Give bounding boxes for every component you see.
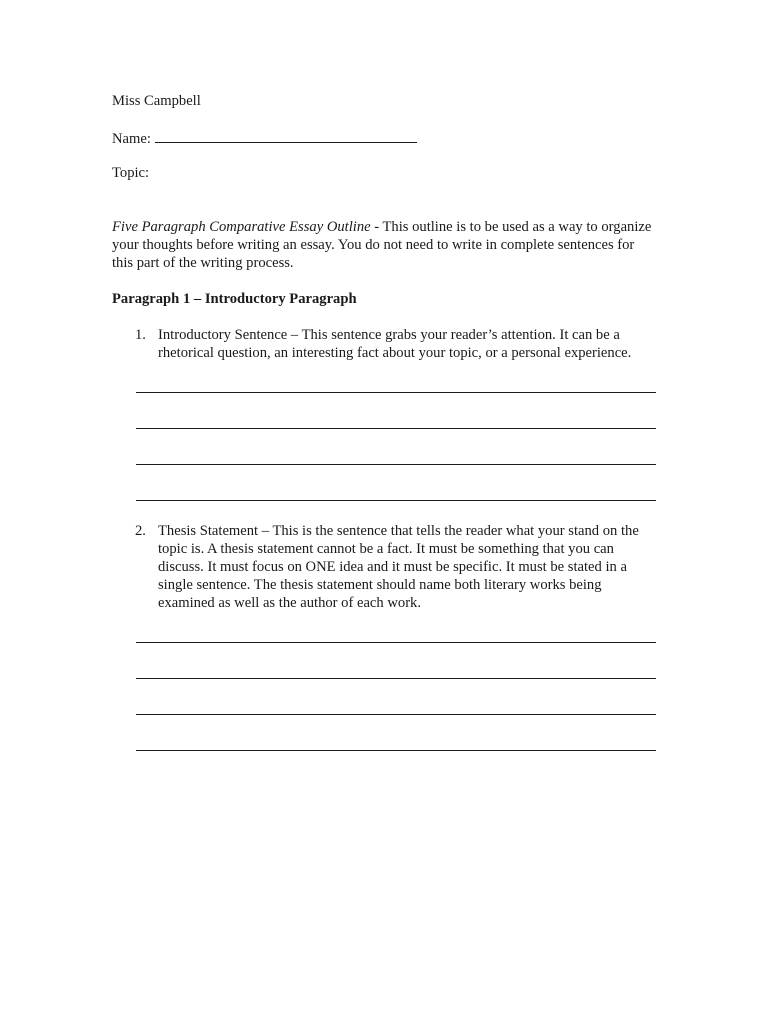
outline-description: - This outline is to be used as a way to organize your thoughts before writing an essay. You do not need to write in complete sentences for this part of the writing process. <box>112 219 652 271</box>
teacher-name: Miss Campbell <box>112 93 201 109</box>
answer-line[interactable] <box>136 678 656 679</box>
topic-label: Topic: <box>112 165 150 181</box>
student-name-row <box>112 128 417 148</box>
answer-line[interactable] <box>136 500 656 501</box>
list-item-text: Introductory Sentence – This sentence grabs your reader’s attention. It can be a rhetorical question, an interesting fact about your topic, or a personal experience. <box>158 327 632 361</box>
paragraph-heading: Paragraph 1 – Introductory Paragraph <box>112 291 357 307</box>
name-blank-line[interactable] <box>155 128 417 143</box>
answer-line[interactable] <box>136 714 656 715</box>
list-item-text: Thesis Statement – This is the sentence that tells the reader what your stand on the topic is. A thesis statement cannot be a fact. It must be something that you can discuss. It must focus on ONE idea and it must be specific. It must be stated in a single sentence. The thesis statement should name both literary works being examined as well as the author of each work. <box>158 523 639 611</box>
outline-introduction <box>112 218 652 272</box>
answer-line[interactable] <box>136 428 656 429</box>
answer-line[interactable] <box>136 750 656 751</box>
list-item-number: 2. <box>135 523 146 539</box>
list-item-introductory-sentence <box>135 326 660 362</box>
name-label: Name: <box>112 131 151 147</box>
list-item-thesis-statement <box>135 522 660 612</box>
answer-line[interactable] <box>136 642 656 643</box>
answer-line[interactable] <box>136 464 656 465</box>
answer-line[interactable] <box>136 392 656 393</box>
list-item-number: 1. <box>135 327 146 343</box>
outline-title: Five Paragraph Comparative Essay Outline <box>112 219 371 235</box>
